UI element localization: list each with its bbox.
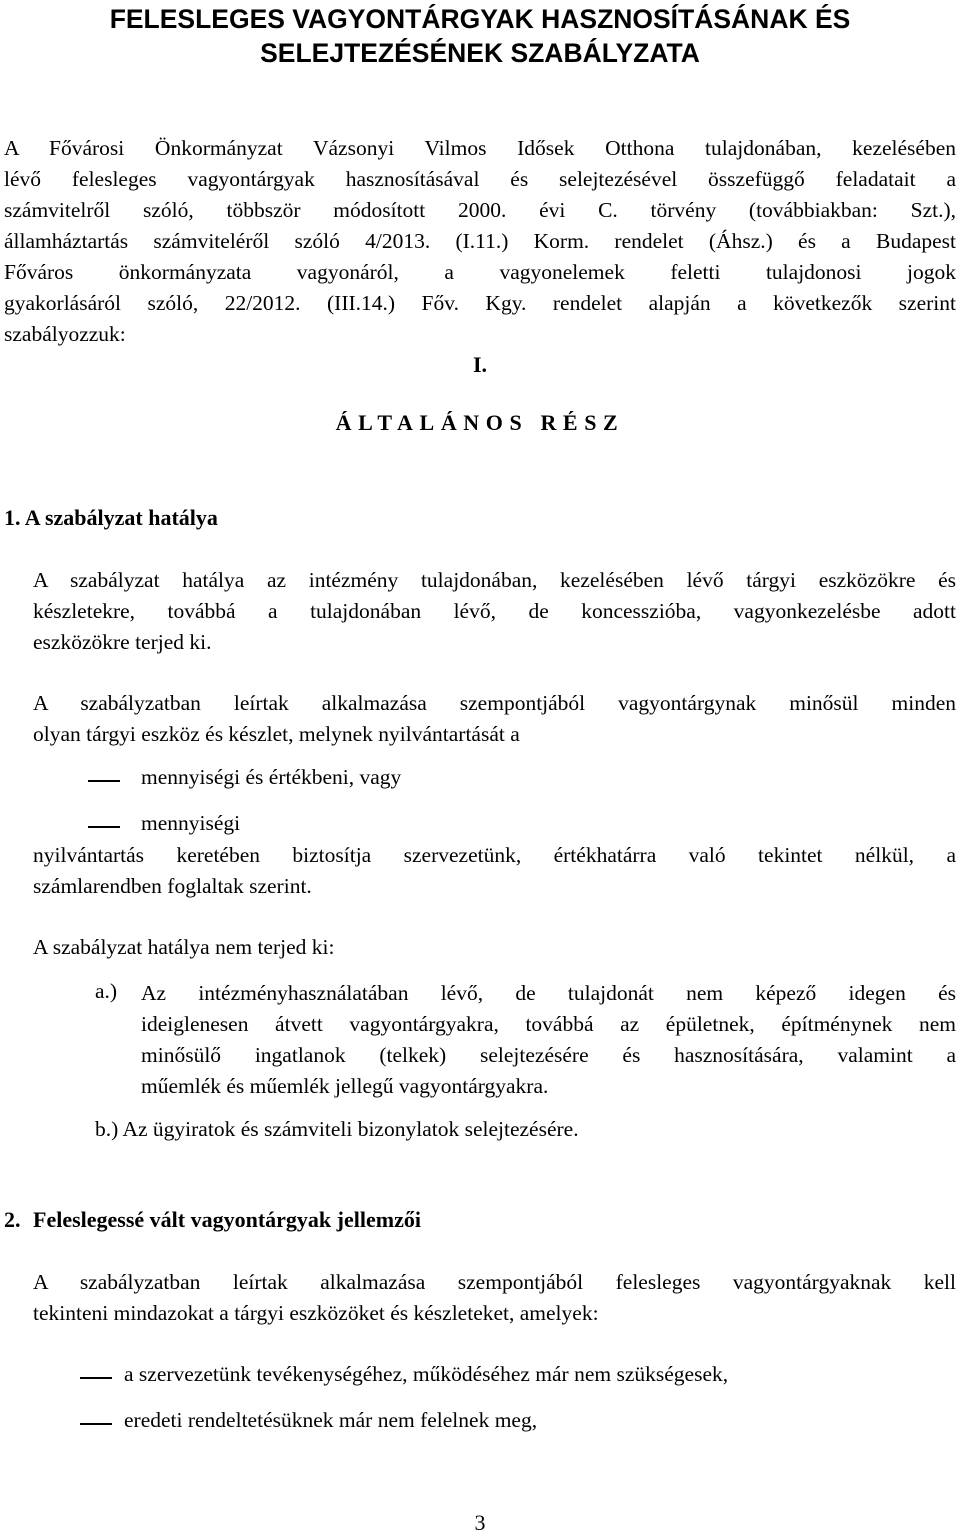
intro-line-4: államháztartás számviteléről szóló 4/2013. (I.11.) Korm. rendelet (Áhsz.) és a Budapest (4, 229, 956, 253)
dash-bullet-icon (88, 780, 120, 782)
section-1-dash-item-2: mennyiségi (141, 811, 241, 835)
part-title: ÁLTALÁNOS RÉSZ (335, 410, 625, 435)
section-1-para-2-line-1: A szabályzatban leírtak alkalmazása szempontjából vagyontárgynak minősül minden (33, 691, 956, 715)
item-a-line-1: Az intézményhasználatában lévő, de tulajdonát nem képező idegen és (141, 981, 956, 1005)
item-a-line-3: minősülő ingatlanok (telkek) selejtezésére és hasznosítására, valamint a (141, 1043, 956, 1067)
intro-line-2: lévő felesleges vagyontárgyak hasznosításával és selejtezésével összefüggő feladatait a (4, 167, 956, 191)
section-1-para-1-line-1: A szabályzat hatálya az intézmény tulajdonában, kezelésében lévő tárgyi eszközökre és (33, 568, 956, 592)
section-1-para-3-line-2: számlarendben foglaltak szerint. (33, 874, 312, 898)
section-1-exclusion-intro: A szabályzat hatálya nem terjed ki: (33, 935, 335, 959)
section-1-para-1-line-2: készletekre, továbbá a tulajdonában lévő, de koncesszióba, vagyonkezelésbe adott (33, 599, 956, 623)
section-2-heading-number: 2. (4, 1207, 21, 1232)
document-title-line-2: SELEJTEZÉSÉNEK SZABÁLYZATA (260, 38, 700, 68)
intro-line-5: Főváros önkormányzata vagyonáról, a vagyonelemek feletti tulajdonosi jogok (4, 260, 956, 284)
item-b: b.) Az ügyiratok és számviteli bizonylatok selejtezésére. (95, 1117, 579, 1141)
section-1-heading: 1. A szabályzat hatálya (4, 505, 218, 530)
part-number: I. (472, 352, 488, 377)
item-a-line-2: ideiglenesen átvett vagyontárgyakra, továbbá az épületnek, építménynek nem (141, 1012, 956, 1036)
section-2-para-line-1: A szabályzatban leírtak alkalmazása szempontjából felesleges vagyontárgyaknak kell (33, 1270, 956, 1294)
dash-bullet-icon (88, 826, 120, 828)
section-1-para-2-line-2: olyan tárgyi eszköz és készlet, melynek nyilvántartását a (33, 722, 520, 746)
section-2-para-line-2: tekinteni mindazokat a tárgyi eszközöket és készleteket, amelyek: (33, 1301, 599, 1325)
page-number: 3 (474, 1510, 486, 1535)
intro-line-7: szabályozzuk: (4, 322, 126, 346)
intro-line-3: számvitelről szóló, többször módosított 2000. évi C. törvény (továbbiakban: Szt.), (4, 198, 956, 222)
intro-line-6: gyakorlásáról szóló, 22/2012. (III.14.) Főv. Kgy. rendelet alapján a következők szerint (4, 291, 956, 315)
section-1-para-3-line-1: nyilvántartás keretében biztosítja szervezetünk, értékhatárra való tekintet nélkül, a (33, 843, 956, 867)
item-a-line-4: műemlék és műemlék jellegű vagyontárgyakra. (141, 1074, 549, 1098)
document-title-line-1: FELESLEGES VAGYONTÁRGYAK HASZNOSÍTÁSÁNAK ÉS (109, 4, 851, 34)
section-2-dash-item-2: eredeti rendeltetésüknek már nem felelnek meg, (124, 1408, 538, 1432)
intro-line-1: A Fővárosi Önkormányzat Vázsonyi Vilmos Idősek Otthona tulajdonában, kezelésében (4, 136, 956, 160)
section-2-heading: Feleslegessé vált vagyontárgyak jellemzői (33, 1207, 421, 1232)
dash-bullet-icon (80, 1377, 112, 1379)
item-a-label: a.) (95, 979, 118, 1003)
dash-bullet-icon (80, 1423, 112, 1425)
section-2-dash-item-1: a szervezetünk tevékenységéhez, működéséhez már nem szükségesek, (124, 1362, 729, 1386)
section-1-dash-item-1: mennyiségi és értékbeni, vagy (141, 765, 402, 789)
section-1-para-1-line-3: eszközökre terjed ki. (33, 630, 212, 654)
